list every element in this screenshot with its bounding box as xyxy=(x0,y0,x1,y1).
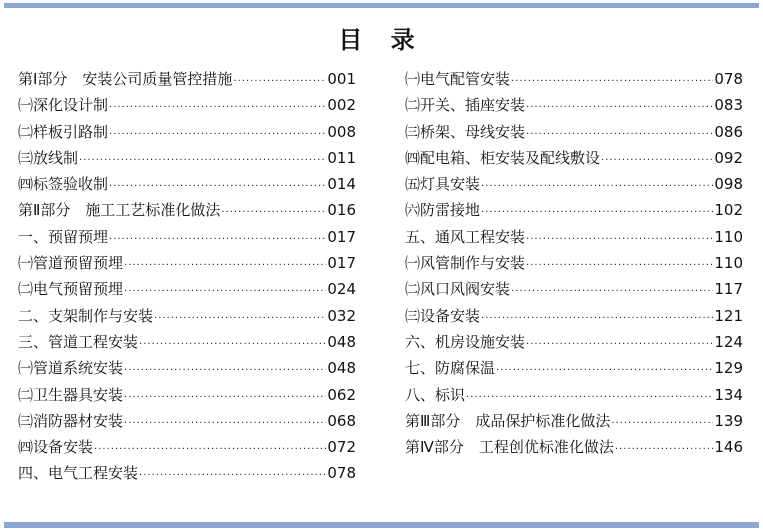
dot-leader xyxy=(511,279,713,305)
toc-entry-page-number: 124 xyxy=(714,332,743,351)
toc-entry[interactable] xyxy=(18,460,356,486)
toc-entry-page-number: 016 xyxy=(327,201,356,220)
toc-entry-page-number: 121 xyxy=(714,306,743,325)
toc-left-column xyxy=(18,66,356,487)
toc-entry[interactable] xyxy=(405,119,743,145)
toc-entry-page-number: 062 xyxy=(327,385,356,404)
toc-entry-page-number: 048 xyxy=(327,332,356,351)
toc-entry-label: 第Ⅳ部分 工程创优标准化做法 xyxy=(405,438,614,457)
toc-entry-page-number: 078 xyxy=(714,70,743,88)
toc-entry[interactable] xyxy=(405,382,743,408)
toc-entry[interactable] xyxy=(18,303,356,329)
dot-leader xyxy=(233,69,326,95)
toc-entry-label: 四、电气工程安装 xyxy=(18,464,139,483)
toc-entry-label: 七、防腐保温 xyxy=(405,359,496,378)
toc-entry-label: 一、预留预埋 xyxy=(18,227,109,246)
toc-entry[interactable] xyxy=(18,250,356,276)
dot-leader xyxy=(221,200,326,226)
toc-entry-page-number: 110 xyxy=(714,227,743,246)
dot-leader xyxy=(526,227,713,253)
toc-entry-label: ㈣配电箱、柜安装及配线敷设 xyxy=(405,148,601,167)
toc-entry-page-number: 002 xyxy=(327,96,356,115)
toc-entry-label: ㈠深化设计制 xyxy=(18,96,109,115)
dot-leader xyxy=(481,174,713,200)
toc-entry[interactable] xyxy=(18,171,356,197)
toc-entry-label: ㈠风管制作与安装 xyxy=(405,254,526,273)
toc-entry-label: ㈥防雷接地 xyxy=(405,201,481,220)
toc-entry-label: ㈢桥架、母线安装 xyxy=(405,122,526,141)
toc-entry-page-number: 011 xyxy=(327,148,356,167)
toc-entry-label: ㈣设备安装 xyxy=(18,438,94,457)
dot-leader xyxy=(154,306,326,332)
dot-leader xyxy=(526,95,713,121)
top-rule xyxy=(4,3,759,8)
toc-entry-page-number: 072 xyxy=(327,438,356,457)
toc-entry[interactable] xyxy=(405,434,743,460)
toc-entry-label: ㈢消防器材安装 xyxy=(18,411,124,430)
toc-entry-label: ㈡卫生器具安装 xyxy=(18,385,124,404)
toc-entry[interactable] xyxy=(18,276,356,302)
dot-leader xyxy=(124,385,326,411)
toc-entry-label: ㈠电气配管安装 xyxy=(405,70,511,88)
toc-entry[interactable] xyxy=(18,197,356,223)
toc-entry-label: ㈡开关、插座安装 xyxy=(405,96,526,115)
toc-entry-label: 第Ⅰ部分 安装公司质量管控措施 xyxy=(18,70,233,88)
dot-leader xyxy=(615,437,714,463)
toc-entry-label: 八、标识 xyxy=(405,385,466,404)
toc-entry-page-number: 117 xyxy=(714,280,743,299)
toc-entry[interactable] xyxy=(18,224,356,250)
toc-entry[interactable] xyxy=(405,276,743,302)
toc-entry[interactable] xyxy=(18,355,356,381)
toc-entry-page-number: 134 xyxy=(714,385,743,404)
toc-entry-label: 二、支架制作与安装 xyxy=(18,306,154,325)
dot-leader xyxy=(109,95,326,121)
toc-entry-page-number: 110 xyxy=(714,254,743,273)
toc-entry-page-number: 102 xyxy=(714,201,743,220)
toc-entry-label: ㈢设备安装 xyxy=(405,306,481,325)
toc-entry-page-number: 086 xyxy=(714,122,743,141)
toc-entry-page-number: 001 xyxy=(327,70,356,88)
toc-entry-page-number: 139 xyxy=(714,411,743,430)
bottom-rule xyxy=(4,522,759,528)
toc-entry-label: 三、管道工程安装 xyxy=(18,332,139,351)
toc-entry[interactable] xyxy=(18,92,356,118)
toc-entry[interactable] xyxy=(405,250,743,276)
toc-entry-label: 五、通风工程安装 xyxy=(405,227,526,246)
dot-leader xyxy=(526,332,713,358)
toc-entry-page-number: 068 xyxy=(327,411,356,430)
toc-entry-page-number: 024 xyxy=(327,280,356,299)
dot-leader xyxy=(109,122,326,148)
dot-leader xyxy=(496,358,713,384)
toc-entry-page-number: 008 xyxy=(327,122,356,141)
dot-leader xyxy=(79,148,326,174)
dot-leader xyxy=(124,358,326,384)
toc-entry-page-number: 048 xyxy=(327,359,356,378)
toc-entry-page-number: 146 xyxy=(714,438,743,457)
toc-entry[interactable] xyxy=(18,66,356,92)
dot-leader xyxy=(124,253,326,279)
toc-entry-page-number: 017 xyxy=(327,254,356,273)
dot-leader xyxy=(124,279,326,305)
toc-entry[interactable] xyxy=(18,408,356,434)
toc-entry-page-number: 098 xyxy=(714,175,743,194)
toc-right-column xyxy=(405,66,743,460)
toc-entry-page-number: 129 xyxy=(714,359,743,378)
toc-entry[interactable] xyxy=(405,145,743,171)
toc-entry[interactable] xyxy=(405,92,743,118)
toc-entry[interactable] xyxy=(405,303,743,329)
dot-leader xyxy=(124,411,326,437)
toc-entry[interactable] xyxy=(405,171,743,197)
dot-leader xyxy=(511,69,713,95)
toc-entry-label: 第Ⅲ部分 成品保护标准化做法 xyxy=(405,411,611,430)
toc-entry[interactable] xyxy=(18,145,356,171)
toc-entry[interactable] xyxy=(18,434,356,460)
toc-entry[interactable] xyxy=(18,329,356,355)
toc-entry[interactable] xyxy=(405,355,743,381)
dot-leader xyxy=(139,332,326,358)
toc-entry-page-number: 014 xyxy=(327,175,356,194)
dot-leader xyxy=(526,253,713,279)
toc-entry-label: ㈢放线制 xyxy=(18,148,79,167)
dot-leader xyxy=(139,463,326,489)
toc-entry-label: ㈡风口风阀安装 xyxy=(405,280,511,299)
toc-entry[interactable] xyxy=(18,382,356,408)
toc-entry-label: ㈠管道预留预埋 xyxy=(18,254,124,273)
toc-entry-label: ㈡电气预留预埋 xyxy=(18,280,124,299)
toc-entry-label: ㈡样板引路制 xyxy=(18,122,109,141)
toc-entry-page-number: 078 xyxy=(327,464,356,483)
toc-entry-label: ㈤灯具安装 xyxy=(405,175,481,194)
dot-leader xyxy=(109,227,326,253)
toc-entry-label: ㈠管道系统安装 xyxy=(18,359,124,378)
toc-entry-label: 第Ⅱ部分 施工工艺标准化做法 xyxy=(18,201,221,220)
toc-entry-page-number: 032 xyxy=(327,306,356,325)
toc-entry[interactable] xyxy=(405,329,743,355)
toc-entry-page-number: 017 xyxy=(327,227,356,246)
toc-entry-page-number: 083 xyxy=(714,96,743,115)
toc-entry[interactable] xyxy=(405,408,743,434)
toc-entry-page-number: 092 xyxy=(714,148,743,167)
page-title: 目 录 xyxy=(338,26,425,54)
toc-entry[interactable] xyxy=(405,224,743,250)
toc-entry[interactable] xyxy=(405,197,743,223)
dot-leader xyxy=(601,148,713,174)
toc-entry[interactable] xyxy=(18,119,356,145)
toc-entry[interactable] xyxy=(405,66,743,92)
toc-entry-label: 六、机房设施安装 xyxy=(405,332,526,351)
toc-entry-label: ㈣标签验收制 xyxy=(18,175,109,194)
dot-leader xyxy=(611,411,713,437)
